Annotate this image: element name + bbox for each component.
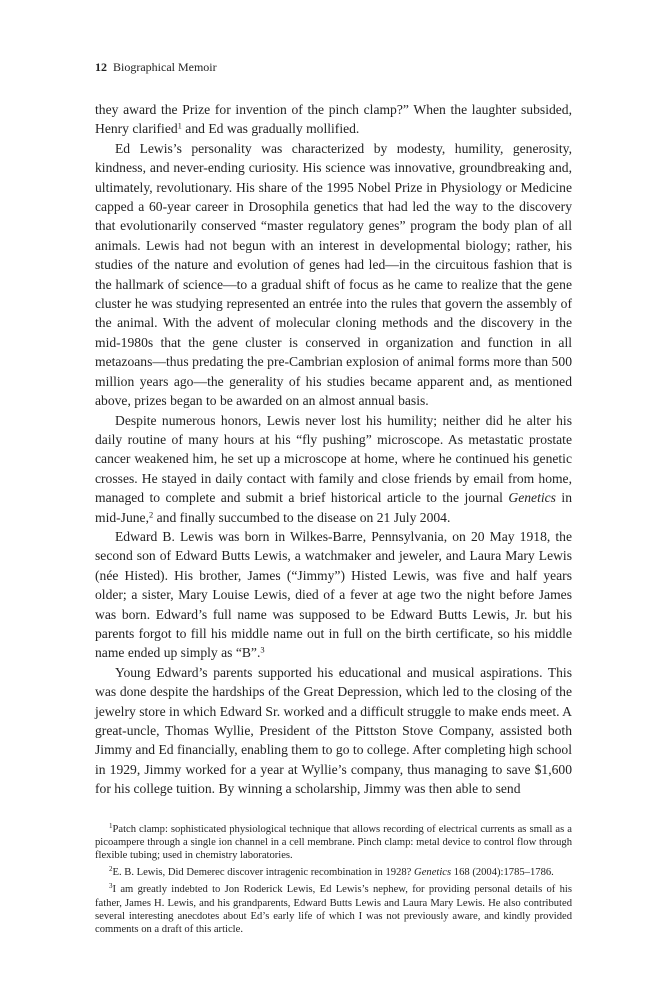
footnote-2-citation: 168 (2004):1785–1786. xyxy=(451,867,554,879)
running-head-title: Biographical Memoir xyxy=(113,60,217,74)
paragraph-3-text-end: and finally succumbed to the disease on 21 July 2004. xyxy=(153,509,451,525)
footnote-mark-2: 2 xyxy=(109,865,113,874)
paragraph-1-text-end: and Ed was gradually mollified. xyxy=(181,121,360,137)
paragraph-4 xyxy=(95,527,572,663)
footnote-mark-3: 3 xyxy=(109,882,113,891)
footnote-2-journal: Genetics xyxy=(414,867,452,879)
footnote-2-text: E. B. Lewis, Did Demerec discover intragenic recombination in 1928? xyxy=(112,867,415,879)
paragraph-3 xyxy=(95,411,572,527)
paragraph-3-text: Despite numerous honors, Lewis never lost his humility; neither did he alter his daily routine of many hours at his “fly pushing” microscope. As metastatic prostate cancer weakened him, he set up a microscope at home, where he continued his genetic crosses. He stayed in daily contact with family and close friends by email from home, managed to complete and submit a brief historical article to the journal xyxy=(95,412,572,506)
footnotes xyxy=(95,823,572,937)
journal-name: Genetics xyxy=(508,490,556,506)
footnote-ref-3: 3 xyxy=(260,644,265,655)
footnote-ref-2: 2 xyxy=(149,508,154,519)
footnote-2 xyxy=(95,866,572,879)
footnote-3-text: I am greatly indebted to Jon Roderick Lewis, Ed Lewis’s nephew, for providing personal details of his father, James H. Lewis, and his grandparents, Edward Butts Lewis and Laura Mary Lewis. He also contributed several interesting anecdotes about Ed’s early life of which I was not previously aware, and kindly provided comments on a draft of this article. xyxy=(95,884,572,936)
footnote-ref-1: 1 xyxy=(177,120,182,131)
running-head xyxy=(95,60,572,74)
page-number: 12 xyxy=(95,60,107,74)
footnote-3 xyxy=(95,883,572,936)
paragraph-1 xyxy=(95,100,572,139)
paragraph-5: Young Edward’s parents supported his educational and musical aspirations. This was done despite the hardships of the Great Depression, which led to the closing of the jewelry store in which Edward Sr. worked and a difficult struggle to make ends meet. A great-uncle, Thomas Wyllie, President of the Pittston Stove Company, assisted both Jimmy and Ed financially, enabling them to go to college. After completing high school in 1929, Jimmy worked for a year at Wyllie’s company, thus managing to save $1,600 for his college tuition. By winning a scholarship, Jimmy was then able to send xyxy=(95,664,572,797)
memoir-page xyxy=(95,60,572,940)
paragraph-4-text: Edward B. Lewis was born in Wilkes-Barre, Pennsylvania, on 20 May 1918, the second son of Edward Butts Lewis, a watchmaker and jeweler, and Laura Mary Lewis (née Histed). His brother, James (“Jimmy”) Histed Lewis, was five and half years older; a sister, Mary Louise Lewis, died of a fever at age two the night before James was born. Edward’s full name was supposed to be Edward Butts Lewis, Jr. but his parents forgot to fill his middle name out in full on the birth certificate, so his middle name ended up simply as “B”. xyxy=(95,528,572,661)
footnote-1-text: Patch clamp: sophisticated physiological technique that allows recording of electrical currents as small as a picoampere through a single ion channel in a cell membrane. Pinch clamp: metal device to control flow through flexible tubing; used in chemistry laboratories. xyxy=(95,823,572,862)
footnote-1 xyxy=(95,823,572,863)
paragraph-3-text-mid: in mid-June, xyxy=(95,490,572,525)
footnote-mark-1: 1 xyxy=(109,821,113,830)
paragraph-2: Ed Lewis’s personality was characterized by modesty, humility, generosity, kindness, and never-ending curiosity. His science was innovative, groundbreaking and, ultimately, revolutionary. His share of the 1995 Nobel Prize in Physiology or Medicine capped a 60-year career in Drosophila genetics that had led the way to the discovery that evolutionarily conserved “master regulatory genes” program the body plan of all animals. Lewis had not begun with an interest in developmental biology; rather, his studies of the nature and evolution of genes had led—in the circuitous fashion that is the hallmark of science—to a gradual shift of focus as he came to realize that the gene cluster he was studying represented an entrée into the rules that govern the assembly of the animal. With the advent of molecular cloning methods and the discovery in the mid-1980s that the gene cluster is conserved in organization and function in all metazoans—thus predating the pre-Cambrian explosion of animal forms more than 500 million years ago—the generality of his studies became apparent and, as mentioned above, prizes began to be awarded on an almost annual basis. xyxy=(95,140,572,409)
paragraph-1-text: they award the Prize for invention of the pinch clamp?” When the laughter subsided, Henry clarified xyxy=(95,102,572,137)
